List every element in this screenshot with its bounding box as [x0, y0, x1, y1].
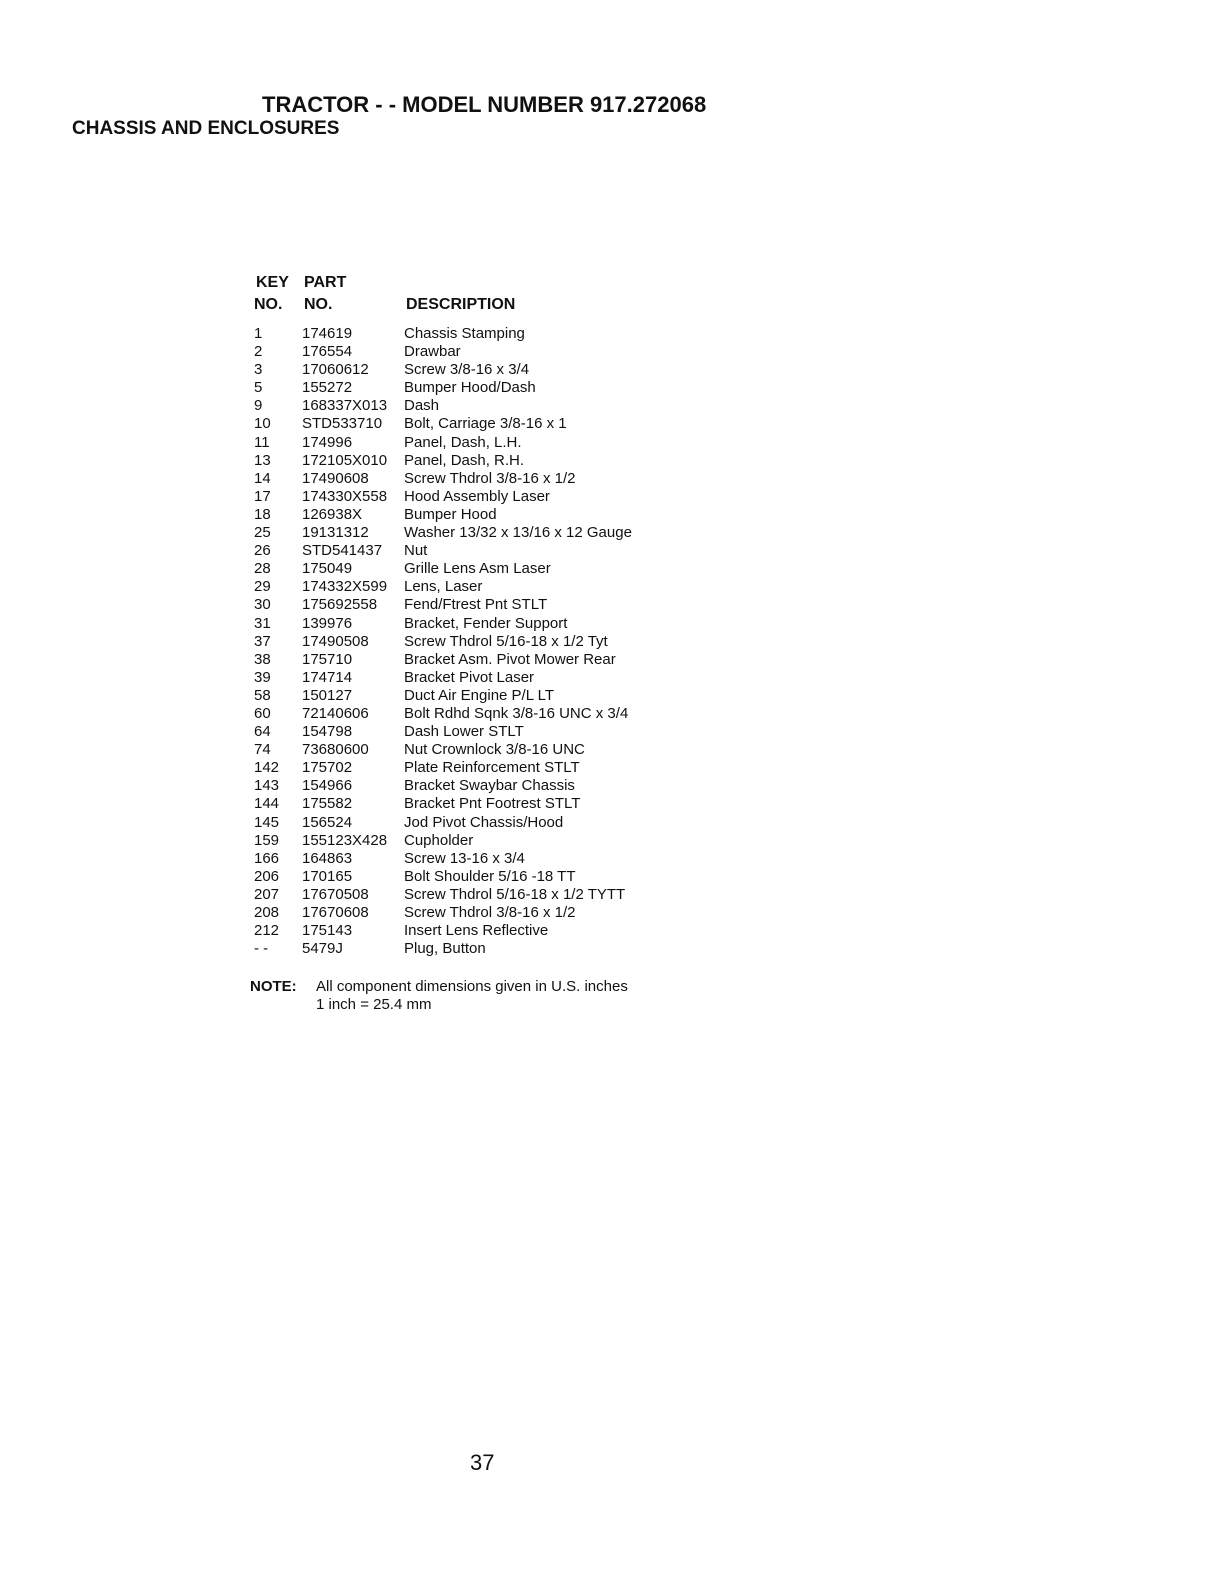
column-header-part-no: NO. — [304, 296, 333, 313]
key-number: 28 — [254, 560, 271, 578]
table-row — [252, 415, 772, 433]
key-number: 2 — [254, 343, 263, 361]
part-number: 72140606 — [302, 704, 369, 722]
table-row — [252, 542, 772, 560]
table-row — [252, 687, 772, 705]
part-description: Nut Crownlock 3/8-16 UNC — [404, 741, 585, 759]
key-number: 30 — [254, 596, 271, 614]
key-number: 1 — [254, 325, 263, 342]
part-description: Nut — [404, 542, 428, 560]
table-row — [252, 325, 772, 343]
part-number: 156524 — [302, 813, 353, 831]
part-description: Screw Thdrol 3/8-16 x 1/2 — [404, 469, 576, 487]
part-description: Chassis Stamping — [404, 325, 525, 342]
part-description: Bracket Pnt Footrest STLT — [404, 795, 581, 813]
parts-list — [252, 325, 772, 958]
key-number: 9 — [254, 397, 263, 415]
part-number: 170165 — [302, 867, 353, 885]
key-number: 206 — [254, 867, 280, 885]
column-header-key-no: NO. — [254, 296, 283, 313]
part-number: 174332X599 — [302, 578, 388, 596]
table-row — [252, 578, 772, 596]
part-description: Bracket Pivot Laser — [404, 668, 535, 686]
part-number: STD533710 — [302, 415, 383, 433]
table-row — [252, 741, 772, 759]
key-number: 14 — [254, 469, 271, 487]
table-row — [252, 868, 772, 886]
table-row — [252, 922, 772, 940]
key-number: - - — [254, 940, 269, 958]
part-description: Dash Lower STLT — [404, 723, 524, 741]
part-number: 126938X — [302, 505, 363, 523]
table-row — [252, 470, 772, 488]
part-description: Cupholder — [404, 831, 474, 849]
part-description: Screw Thdrol 3/8-16 x 1/2 — [404, 904, 576, 921]
part-description: Bolt, Carriage 3/8-16 x 1 — [404, 415, 567, 433]
table-row — [252, 669, 772, 687]
note-text: All component dimensions given in U.S. inches — [316, 978, 628, 995]
part-description: Panel, Dash, R.H. — [404, 451, 525, 469]
part-description: Bolt Rdhd Sqnk 3/8-16 UNC x 3/4 — [404, 704, 629, 722]
table-row — [252, 633, 772, 651]
table-row — [252, 777, 772, 795]
table-row — [252, 615, 772, 633]
part-number: 155272 — [302, 379, 353, 397]
key-number: 60 — [254, 704, 271, 722]
part-number: 17670508 — [302, 885, 369, 903]
part-number: 155123X428 — [302, 831, 388, 849]
table-row — [252, 940, 772, 958]
table-row — [252, 524, 772, 542]
part-number: 176554 — [302, 343, 353, 361]
table-row — [252, 434, 772, 452]
part-description: Screw Thdrol 5/16-18 x 1/2 Tyt — [404, 632, 608, 650]
key-number: 166 — [254, 849, 280, 867]
table-row — [252, 795, 772, 813]
table-row — [252, 379, 772, 397]
part-description: Fend/Ftrest Pnt STLT — [404, 596, 548, 614]
key-number: 18 — [254, 505, 271, 523]
table-row — [252, 904, 772, 922]
key-number: 39 — [254, 668, 271, 686]
part-description: Washer 13/32 x 13/16 x 12 Gauge — [404, 524, 632, 542]
key-number: 10 — [254, 415, 271, 433]
part-description: Screw Thdrol 5/16-18 x 1/2 TYTT — [404, 885, 626, 903]
part-number: STD541437 — [302, 542, 383, 560]
part-number: 174714 — [302, 668, 353, 686]
column-header-description: DESCRIPTION — [406, 296, 516, 313]
part-number: 175702 — [302, 759, 353, 777]
key-number: 144 — [254, 795, 280, 813]
key-number: 26 — [254, 542, 271, 560]
key-number: 58 — [254, 686, 271, 704]
column-header-key: KEY — [256, 274, 289, 291]
part-description: Plate Reinforcement STLT — [404, 759, 580, 777]
key-number: 38 — [254, 650, 271, 668]
part-description: Screw 13-16 x 3/4 — [404, 849, 525, 867]
part-description: Bumper Hood/Dash — [404, 379, 536, 397]
key-number: 142 — [254, 759, 280, 777]
table-row — [252, 488, 772, 506]
table-row — [252, 759, 772, 777]
table-row — [252, 560, 772, 578]
key-number: 159 — [254, 831, 280, 849]
part-number: 17490508 — [302, 632, 369, 650]
table-row — [252, 596, 772, 614]
key-number: 208 — [254, 904, 280, 921]
part-number: 5479J — [302, 940, 343, 958]
part-description: Duct Air Engine P/L LT — [404, 686, 555, 704]
part-number: 175710 — [302, 650, 353, 668]
key-number: 212 — [254, 922, 280, 940]
section-subtitle: CHASSIS AND ENCLOSURES — [72, 118, 340, 139]
table-row — [252, 397, 772, 415]
part-description: Lens, Laser — [404, 578, 483, 596]
part-description: Bolt Shoulder 5/16 -18 TT — [404, 867, 576, 885]
part-description: Insert Lens Reflective — [404, 922, 549, 940]
part-number: 150127 — [302, 686, 353, 704]
table-row — [252, 886, 772, 904]
table-row — [252, 850, 772, 868]
part-description: Panel, Dash, L.H. — [404, 433, 522, 451]
part-number: 17490608 — [302, 469, 369, 487]
part-description: Screw 3/8-16 x 3/4 — [404, 361, 530, 379]
key-number: 13 — [254, 451, 271, 469]
part-description: Bracket Swaybar Chassis — [404, 777, 575, 795]
table-row — [252, 814, 772, 832]
part-number: 139976 — [302, 614, 353, 632]
key-number: 74 — [254, 741, 271, 759]
key-number: 17 — [254, 487, 271, 505]
part-number: 154966 — [302, 777, 353, 795]
part-number: 175582 — [302, 795, 353, 813]
part-number: 175143 — [302, 922, 353, 940]
part-description: Plug, Button — [404, 940, 486, 958]
page-number: 37 — [470, 1450, 495, 1475]
part-number: 172105X010 — [302, 451, 388, 469]
key-number: 37 — [254, 632, 271, 650]
key-number: 143 — [254, 777, 280, 795]
table-row — [252, 651, 772, 669]
part-description: Jod Pivot Chassis/Hood — [404, 813, 564, 831]
page-title: TRACTOR - - MODEL NUMBER 917.272068 — [262, 92, 707, 117]
part-description: Drawbar — [404, 343, 461, 361]
table-row — [252, 343, 772, 361]
key-number: 207 — [254, 885, 280, 903]
part-number: 175049 — [302, 560, 353, 578]
part-number: 154798 — [302, 723, 353, 741]
part-number: 19131312 — [302, 524, 369, 542]
part-description: Bracket Asm. Pivot Mower Rear — [404, 650, 616, 668]
part-description: Bumper Hood — [404, 505, 497, 523]
key-number: 11 — [254, 433, 270, 451]
part-number: 17670608 — [302, 904, 369, 921]
key-number: 25 — [254, 524, 271, 542]
part-number: 174330X558 — [302, 487, 388, 505]
part-description: Hood Assembly Laser — [404, 487, 550, 505]
key-number: 5 — [254, 379, 263, 397]
part-description: Dash — [404, 397, 440, 415]
part-number: 168337X013 — [302, 397, 388, 415]
key-number: 29 — [254, 578, 271, 596]
table-row — [252, 723, 772, 741]
key-number: 145 — [254, 813, 280, 831]
note-conversion: 1 inch = 25.4 mm — [316, 996, 432, 1013]
table-row — [252, 705, 772, 723]
part-description: Bracket, Fender Support — [404, 614, 568, 632]
part-number: 73680600 — [302, 741, 369, 759]
key-number: 64 — [254, 723, 271, 741]
part-number: 17060612 — [302, 361, 369, 379]
key-number: 3 — [254, 361, 263, 379]
part-number: 164863 — [302, 849, 353, 867]
part-number: 175692558 — [302, 596, 378, 614]
part-number: 174996 — [302, 433, 353, 451]
part-description: Grille Lens Asm Laser — [404, 560, 551, 578]
part-number: 174619 — [302, 325, 353, 342]
key-number: 31 — [254, 614, 271, 632]
table-row — [252, 506, 772, 524]
note-label: NOTE: — [250, 978, 297, 995]
table-row — [252, 361, 772, 379]
table-row — [252, 832, 772, 850]
column-header-part: PART — [304, 274, 347, 291]
table-row — [252, 452, 772, 470]
